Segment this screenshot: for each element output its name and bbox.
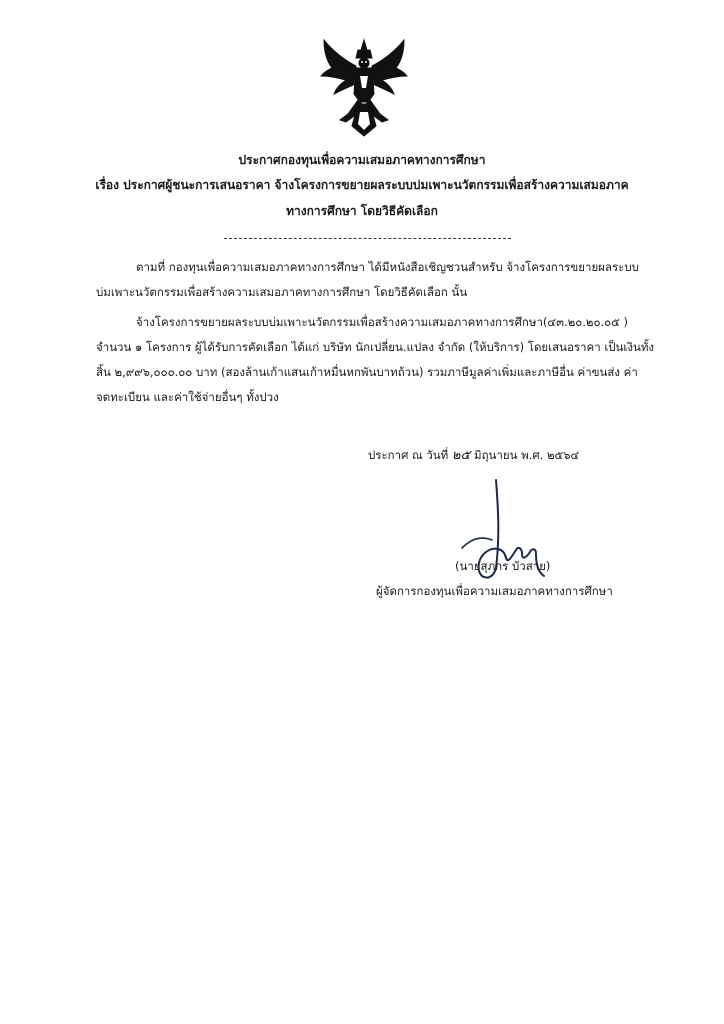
signatory-position: ผู้จัดการกองทุนเพื่อความเสมอภาคทางการศึกษา	[376, 584, 613, 598]
document-subject-line-2: ทางการศึกษา โดยวิธีคัดเลือก	[286, 204, 438, 218]
garuda-emblem-icon	[318, 36, 410, 140]
paragraph-2-line-3: สิ้น ๒,๙๙๖,๐๐๐.๐๐ บาท (สองล้านเก้าแสนเก้าหมื่นหกพันบาทถ้วน) รวมภาษีมูลค่าเพิ่มและภาษีอื่น ค่าขนส่ง ค่า	[96, 365, 638, 379]
paragraph-1-line-1: ตามที่ กองทุนเพื่อความเสมอภาคทางการศึกษา ได้มีหนังสือเชิญชวนสำหรับ จ้างโครงการขยายผลระบบ	[136, 260, 639, 274]
paragraph-2-line-2: จำนวน ๑ โครงการ ผู้ได้รับการคัดเลือก ได้แก่ บริษัท นักเปลี่ยน.แปลง จำกัด (ให้บริการ) โดยเสนอราคา เป็นเงินทั้ง	[96, 340, 655, 354]
document-title: ประกาศกองทุนเพื่อความเสมอภาคทางการศึกษา	[238, 153, 486, 167]
announcement-day: ๒๕	[451, 448, 471, 463]
signatory-name: (นายสุภกร บัวสาย)	[455, 559, 551, 573]
paragraph-2-line-1: จ้างโครงการขยายผลระบบบ่มเพาะนวัตกรรมเพื่อสร้างความเสมอภาคทางการศึกษา(๔๓.๒๐.๒๐.๐๕ )	[136, 315, 628, 329]
announcement-date-prefix: ประกาศ ณ วันที่	[368, 448, 449, 462]
document-subject-line-1: เรื่อง ประกาศผู้ชนะการเสนอราคา จ้างโครงการขยายผลระบบบ่มเพาะนวัตกรรมเพื่อสร้างความเสมอภาค	[95, 178, 629, 192]
announcement-date-suffix: มิถุนายน พ.ศ. ๒๕๖๔	[474, 448, 580, 462]
paragraph-2-line-4: จดทะเบียน และค่าใช้จ่ายอื่นๆ ทั้งปวง	[96, 390, 279, 404]
separator-line	[224, 238, 511, 239]
paragraph-1-line-2: บ่มเพาะนวัตกรรมเพื่อสร้างความเสมอภาคทางการศึกษา โดยวิธีคัดเลือก นั้น	[96, 285, 468, 299]
announcement-date	[368, 446, 579, 465]
